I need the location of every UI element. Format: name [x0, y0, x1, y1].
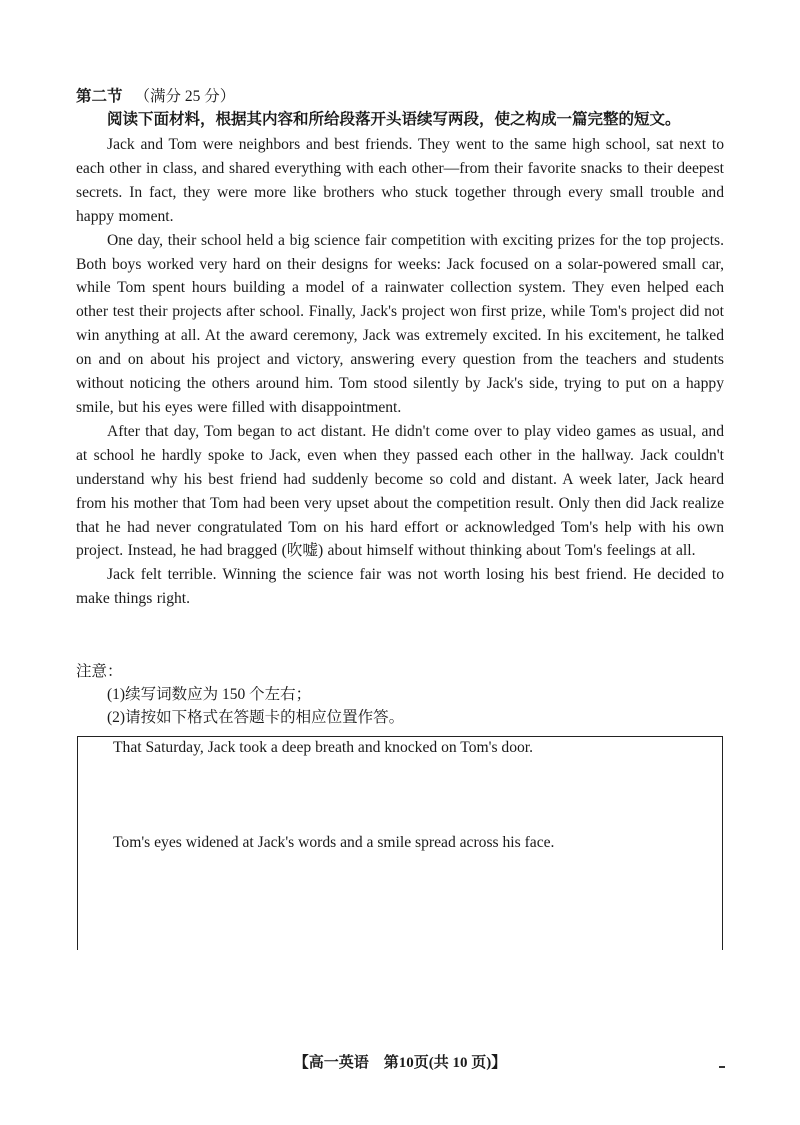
notes-title: 注意：	[76, 663, 123, 680]
paragraph-one-opening: That Saturday, Jack took a deep breath and knocked on Tom's door.	[113, 739, 534, 756]
note-item: (1)续写词数应为 150 个左右；	[107, 686, 312, 703]
note-item: (2)请按如下格式在答题卡的相应位置作答。	[107, 709, 405, 726]
passage-paragraph: One day, their school held a big science fair competition with exciting prizes for the top projects. Both boys worked very hard on their designs for weeks: Jack focused on a solar-powered small car, while Tom spent hours building a model of a rainwater collection system. They even helped each other test their projects after school. Finally, Jack's project won first prize, while Tom's project did not win anything at all. At the award ceremony, Jack was extremely excited. In his excitement, he talked on and on about his project and victory, answering every question from the teachers and students without noticing the others around him. Tom stood silently by Jack's side, trying to put on a happy smile, but his eyes were filled with disappointment.	[76, 231, 724, 416]
answer-box[interactable]	[77, 736, 723, 950]
notes-section	[76, 661, 404, 729]
paragraph-two-opening: Tom's eyes widened at Jack's words and a smile spread across his face.	[113, 834, 555, 851]
section-heading	[76, 86, 235, 108]
reading-passage	[76, 133, 724, 611]
passage-paragraph: After that day, Tom began to act distant. He didn't come over to play video games as usual, and at school he hardly spoke to Jack, even when they passed each other in the hallway. Jack couldn't understand why his best friend had suddenly become so cold and distant. A week later, Jack heard from his mother that Tom had been very upset about the competition result. Only then did Jack realize that he had never congratulated Tom on his hard effort or acknowledged Tom's help with his own project. Instead, he had bragged (吹嘘) about himself without thinking about Tom's feelings at all.	[76, 422, 724, 560]
passage-paragraph: Jack and Tom were neighbors and best friends. They went to the same high school, sat next to each other in class, and shared everything with each other—from their favorite snacks to their deepest secrets. In fact, they were more like brothers who stuck together through every small trouble and happy moment.	[76, 136, 724, 225]
passage-paragraph: Jack felt terrible. Winning the science fair was not worth losing his best friend. He decided to make things right.	[76, 566, 724, 608]
page-corner-mark	[719, 1066, 725, 1068]
task-instruction: 阅读下面材料，根据其内容和所给段落开头语续写两段，使之构成一篇完整的短文。	[107, 111, 681, 128]
section-title: 第二节	[76, 88, 123, 105]
page-footer: 【高一英语 第10页(共 10 页)】	[293, 1055, 507, 1071]
section-score: （满分 25 分）	[134, 88, 236, 105]
